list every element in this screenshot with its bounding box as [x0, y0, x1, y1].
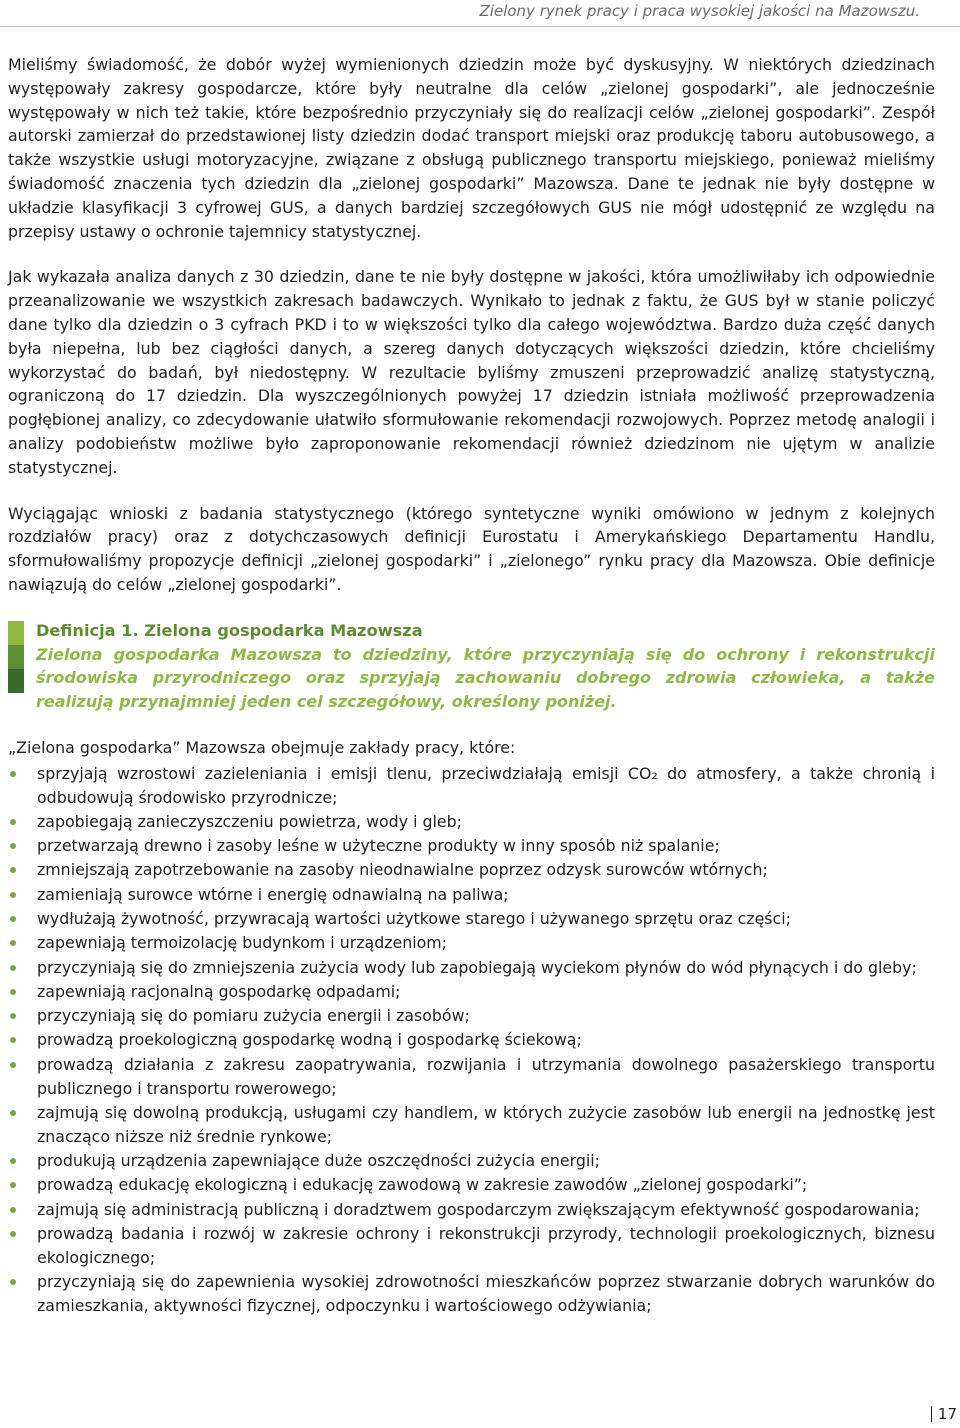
criteria-list: [8, 762, 935, 1318]
page-number: 17: [931, 1406, 957, 1422]
definition-title: Definicja 1. Zielona gospodarka Mazowsza: [36, 620, 423, 640]
list-item: przyczyniają się do pomiaru zużycia energii i zasobów;: [8, 1004, 935, 1028]
accent-block-dark: [8, 669, 24, 693]
header-divider: [0, 26, 960, 27]
list-item: przyczyniają się do zmniejszenia zużycia wody lub zapobiegają wyciekom płynów do wód płynących i do gleby;: [8, 956, 935, 980]
list-item: przyczyniają się do zapewnienia wysokiej zdrowotności mieszkańców poprzez stwarzanie dobrych warunków do zamieszkania, aktywności fizycznej, odpoczynku i wartościowego odżywiania;: [8, 1270, 935, 1318]
list-item: prowadzą edukację ekologiczną i edukację zawodową w zakresie zawodów „zielonej gospodarki”;: [8, 1173, 935, 1197]
list-item: zapobiegają zanieczyszczeniu powietrza, wody i gleb;: [8, 810, 935, 834]
definition-box: [8, 619, 935, 714]
accent-block-mid: [8, 645, 24, 669]
list-item: zajmują się administracją publiczną i doradztwem gospodarczym zwiększającym efektywność gospodarowania;: [8, 1198, 935, 1222]
accent-block-light: [8, 621, 24, 645]
list-intro: „Zielona gospodarka” Mazowsza obejmuje zakłady pracy, które:: [8, 737, 516, 757]
list-item: zajmują się dowolną produkcją, usługami czy handlem, w których zużycie zasobów lub energii na jednostkę jest znacząco niższe niż średnie rynkowe;: [8, 1101, 935, 1149]
list-item: zapewniają racjonalną gospodarkę odpadami;: [8, 980, 935, 1004]
running-header-title: Zielony rynek pracy i praca wysokiej jakości na Mazowszu.: [479, 2, 920, 20]
definition-accent-bar: [8, 621, 24, 693]
list-item: przetwarzają drewno i zasoby leśne w użyteczne produkty w inny sposób niż spalanie;: [8, 834, 935, 858]
definition-text: Zielona gospodarka Mazowsza to dziedziny, które przyczyniają się do ochrony i rekonstrukcji środowiska przyrodniczego oraz sprzyjają zachowaniu dobrego zdrowia człowieka, a także realizują przynajmniej jeden cel szczegółowy, określony poniżej.: [36, 644, 935, 712]
list-item: prowadzą działania z zakresu zaopatrywania, rozwijania i utrzymania dowolnego pasażerskiego transportu publicznego i transportu rowerowego;: [8, 1053, 935, 1101]
list-item: produkują urządzenia zapewniające duże oszczędności zużycia energii;: [8, 1149, 935, 1173]
paragraph-1: Mieliśmy świadomość, że dobór wyżej wymienionych dziedzin może być dyskusyjny. W niektórych dziedzinach występowały zakresy gospodarcze, które były neutralne dla celów „zielonej gospodarki”, ale jednocześnie występowały w nich też takie, które bezpośrednio przyczyniały się do realizacji celów „zielonej gospodarki”. Zespół autorski zamierzał do przedstawionej listy dziedzin dodać transport miejski oraz produkcję taboru autobusowego, a także wszystkie usługi motoryzacyjne, związane z obsługą publicznego transportu miejskiego, ponieważ mieliśmy świadomość znaczenia tych dziedzin dla „zielonej gospodarki” Mazowsza. Dane te jednak nie były dostępne w układzie klasyfikacji 3 cyfrowej GUS, a danych bardziej szczegółowych GUS nie mógł udostępnić ze względu na przepisy ustawy o ochronie tajemnicy statystycznej.: [8, 55, 935, 241]
list-item: wydłużają żywotność, przywracają wartości użytkowe starego i używanego sprzętu oraz części;: [8, 907, 935, 931]
paragraph-3: Wyciągając wnioski z badania statystycznego (którego syntetyczne wyniki omówiono w jednym z kolejnych rozdziałów pracy) oraz z dotychczasowych definicji Eurostatu i Amerykańskiego Departamentu Handlu, sformułowaliśmy propozycje definicji „zielonej gospodarki” i „zielonego” rynku pracy dla Mazowsza. Obie definicje nawiązują do celów „zielonej gospodarki”.: [8, 503, 935, 594]
list-item: sprzyjają wzrostowi zazieleniania i emisji tlenu, przeciwdziałają emisji CO₂ do atmosfery, a także chronią i odbudowują środowisko przyrodnicze;: [8, 762, 935, 810]
list-item: zapewniają termoizolację budynkom i urządzeniom;: [8, 931, 935, 955]
page-body: [8, 53, 935, 1318]
list-item: prowadzą badania i rozwój w zakresie ochrony i rekonstrukcji przyrody, technologii proekologicznych, biznesu ekologicznego;: [8, 1222, 935, 1270]
paragraph-2: Jak wykazała analiza danych z 30 dziedzin, dane te nie były dostępne w jakości, która umożliwiłaby ich odpowiednie przeanalizowanie we wszystkich zakresach badawczych. Wynikało to jednak z faktu, że GUS był w stanie policzyć dane tylko dla dziedzin o 3 cyfrach PKD i to w większości tylko dla całego województwa. Bardzo duża część danych była niepełna, lub bez ciągłości danych, a szereg danych dotyczących większości dziedzin, które chcieliśmy wykorzystać do badań, był niedostępny. W rezultacie byliśmy zmuszeni przeprowadzić analizę statystyczną, ograniczoną do 17 dziedzin. Dla wyszczególnionych powyżej 17 dziedzin istniała możliwość przeprowadzenia pogłębionej analizy, co zdecydowanie ułatwiło sformułowanie rekomendacji rozwojowych. Poprzez metodę analogii i analizy podobieństw możliwe było zaproponowanie rekomendacji również dziedzinom nie ujętym w analizie statystycznej.: [8, 267, 935, 477]
list-item: zmniejszają zapotrzebowanie na zasoby nieodnawialne poprzez odzysk surowców wtórnych;: [8, 858, 935, 882]
list-item: zamieniają surowce wtórne i energię odnawialną na paliwa;: [8, 883, 935, 907]
list-item: prowadzą proekologiczną gospodarkę wodną i gospodarkę ściekową;: [8, 1028, 935, 1052]
